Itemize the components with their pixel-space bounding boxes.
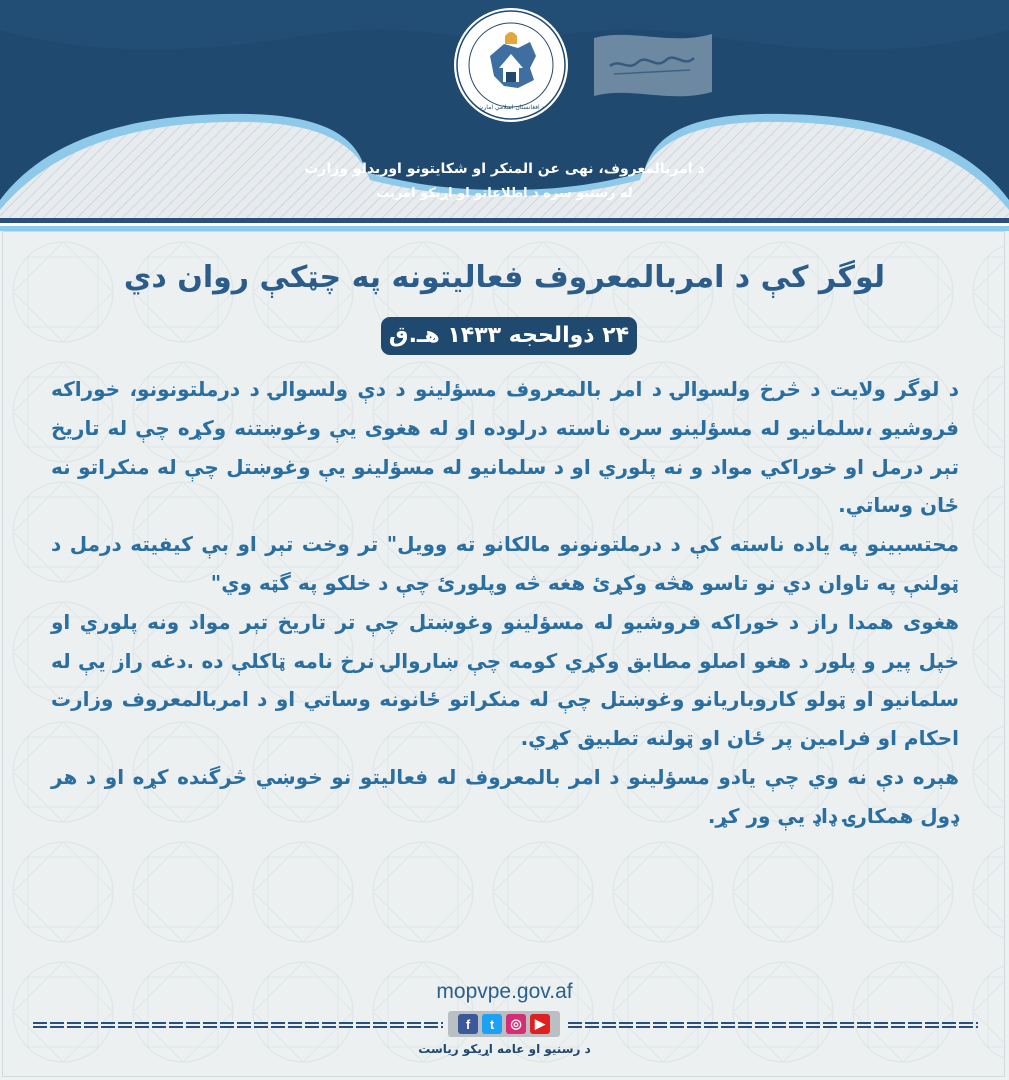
article-panel: [2, 231, 1005, 1077]
department-name: له رسنیو سره د اطلاعاتو او اړیکو امریت: [376, 186, 633, 201]
paragraph: هغوی همدا راز د خوراکه فروشیو له مسؤلینو وغوښتل چې تر تاریخ تېر مواد ونه پلوري او خپل پیر و پلور د هغو اصلو مطابق وکړي کومه چې ښاروالۍ نرخ نامه ټاکلې ده .دغه راز یې له سلمانیو او ټولو کاروباریانو وغوښتل چې له منکراتو ځانونه وساتي او د امربالمعروف وزارت احکام او فرامین پر ځان او ټولنه تطبیق کړي.: [51, 609, 959, 751]
twitter-icon[interactable]: t: [482, 1014, 502, 1034]
paragraph: د لوگر ولایت د څرخ ولسوالۍ د امر بالمعروف مسؤلینو د دې ولسوالۍ د درملتونونو، خوراکه فروشیو ،سلمانیو له مسؤلینو سره ناسته درلوده او له هغوی یې وغوښتنه وکړه چې له تاریخ تېر درمل او خوراکي مواد و نه پلوري او د سلمانیو له مسؤلینو یې وغوښتل چې له منکراتو نه ځان وساتي.: [51, 377, 959, 518]
ministry-name: د امربالمعروف، نهی عن المنکر او شکایتونو اوریدلو وزارت: [304, 161, 705, 177]
emirate-flag-icon: [590, 28, 716, 100]
article-title: لوگر کې د امربالمعروف فعالیتونه په چټکې روان دي: [123, 260, 886, 295]
youtube-icon[interactable]: ▶: [530, 1014, 550, 1034]
ministry-seal-icon: [452, 6, 570, 124]
article-body: [51, 370, 959, 836]
footer-department: د رسنیو او عامه اړیکو ریاست: [418, 1042, 591, 1056]
facebook-icon[interactable]: f: [458, 1014, 478, 1034]
seal-bottom-text: د افغانستان اسلامي امارت: [477, 104, 545, 111]
social-icons: [448, 1011, 560, 1037]
footer-divider-right: [568, 1020, 978, 1030]
website-link[interactable]: mopvpe.gov.af: [436, 980, 573, 1003]
header-banner: [0, 0, 1009, 218]
paragraph: هېره دې نه وي چې یادو مسؤلینو د امر بالمعروف له فعالیتو نو خوښي څرگنده کړه او د هر ډول همکارۍ ډاډ یې ور کړ.: [51, 764, 959, 828]
footer-divider-left: [33, 1020, 443, 1030]
date-badge: ۲۴ ذوالحجه ۱۴۳۳ هـ.ق: [381, 317, 637, 355]
instagram-icon[interactable]: ◎: [506, 1014, 526, 1034]
paragraph: محتسبینو په یاده ناسته کې د درملتونونو مالکانو ته وویل" تر وخت تېر او بې کیفیته درمل د ټولنې په تاوان دي نو تاسو هڅه وکړئ هغه څه وپلورئ چې د خلکو په گټه وي": [51, 532, 959, 595]
